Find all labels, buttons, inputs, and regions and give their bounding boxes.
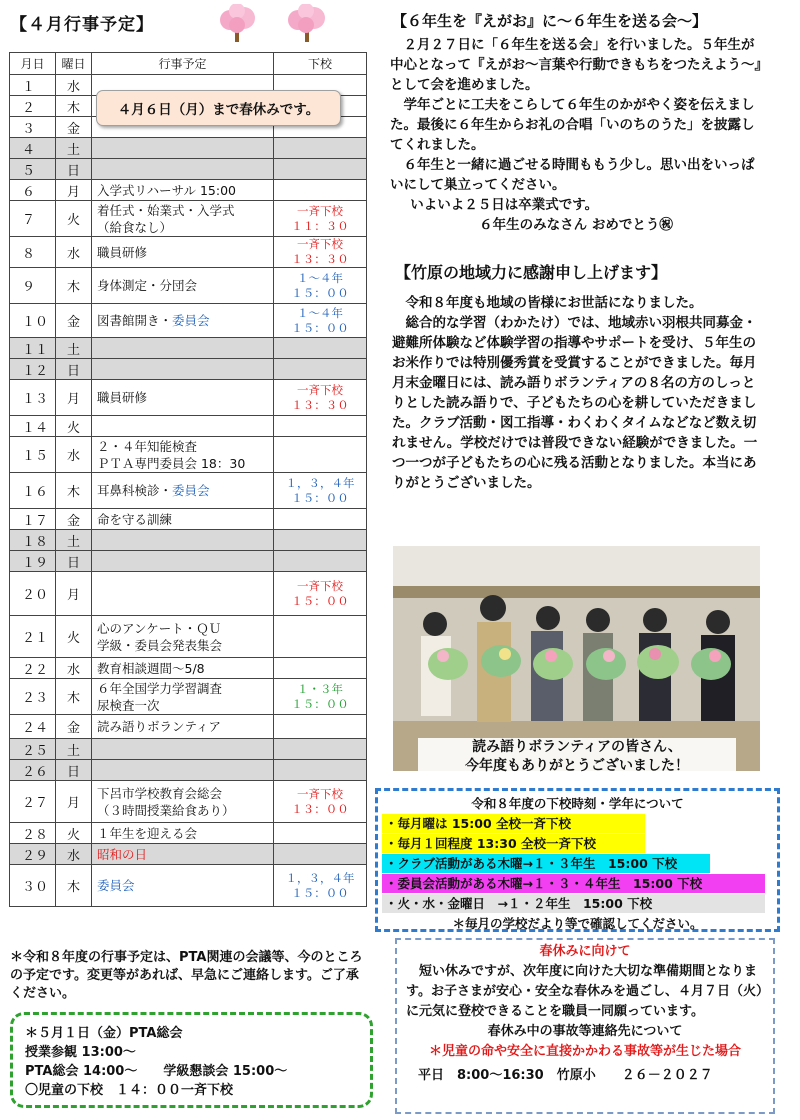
schedule-event [92,159,274,180]
schedule-event [92,437,274,473]
schedule-weekday: 水 [56,75,92,96]
dismissal-rule: ・火・水・金曜日 →１・２年生 15:00 下校 [382,894,765,913]
schedule-event [92,551,274,572]
schedule-weekday: 火 [56,416,92,437]
schedule-date: １７ [10,509,56,530]
schedule-date: ２９ [10,844,56,865]
schedule-event [92,739,274,760]
spring-break-message: 短い休みですが、次年度に向けた大切な準備期間となります。お子さまが安心・安全な春休みを過ごし、４月７日（火）に元気に登校できることを職員一同願っています。 [406,964,763,1019]
dismissal-footer: ＊毎月の学校だより等で確認してください。 [452,916,703,931]
schedule-date: ２１ [10,616,56,658]
schedule-weekday: 木 [56,679,92,715]
schedule-row [10,416,367,437]
schedule-date: ２４ [10,715,56,739]
schedule-weekday: 金 [56,715,92,739]
farewell-title: 【６年生を『えがお』に～６年生を送る会～】 [392,12,708,30]
schedule-date: １５ [10,437,56,473]
schedule-dismissal [274,359,367,380]
schedule-dismissal [274,658,367,679]
schedule-weekday: 月 [56,180,92,201]
farewell-paragraph: ２月２７日に「６年生を送る会」を行いました。５年生が中心となって『えがお～言葉や行動できもちをつたえよう～』として会を進めました。 [390,37,762,93]
schedule-date: １３ [10,380,56,416]
holiday-label: 昭和の日 [97,846,148,862]
schedule-row [10,359,367,380]
schedule-dismissal [274,509,367,530]
schedule-dismissal: 一斉下校 １３：３０ [274,237,367,268]
schedule-disclaimer: ＊令和８年度の行事予定は、PTA関連の会議等、今のところの予定です。変更等があれば、早急にご連絡します。ご了承ください。 [10,950,363,1001]
schedule-event-text: 教育相談週間～5/8 [97,660,205,676]
schedule-event [92,530,274,551]
schedule-weekday: 日 [56,760,92,781]
schedule-date: ２０ [10,572,56,616]
schedule-event [92,237,274,268]
schedule-row [10,658,367,679]
spring-break-title: 春休みに向けて [539,944,631,959]
schedule-date: １１ [10,338,56,359]
schedule-dismissal: 一斉下校 １３：３０ [274,380,367,416]
schedule-event [92,180,274,201]
schedule-dismissal: １～４年 １５：００ [274,268,367,304]
schedule-event [92,679,274,715]
schedule-weekday: 木 [56,865,92,907]
schedule-date: ２８ [10,823,56,844]
schedule-dismissal: 一斉下校 １１：３０ [274,201,367,237]
schedule-row [10,201,367,237]
schedule-weekday: 木 [56,473,92,509]
emergency-phone: 平日 8:00～16:30 竹原小 ２６－２０２７ [418,1068,713,1083]
schedule-row [10,715,367,739]
schedule-date: ３０ [10,865,56,907]
schedule-event-text: 職員研修 [97,244,148,260]
schedule-dismissal [274,760,367,781]
schedule-weekday: 水 [56,844,92,865]
schedule-event [92,760,274,781]
schedule-dismissal [274,715,367,739]
schedule-row [10,180,367,201]
schedule-weekday: 土 [56,739,92,760]
schedule-date: １０ [10,304,56,338]
schedule-event [92,616,274,658]
schedule-row [10,473,367,509]
schedule-event [92,572,274,616]
schedule-row [10,268,367,304]
emergency-warning: ＊児童の命や安全に直接かかわる事故等が生じた場合 [428,1044,741,1059]
schedule-event [92,268,274,304]
farewell-sign: ６年生のみなさん おめでとう㊗ [479,217,673,233]
schedule-row [10,739,367,760]
cherry-blossom-trees-illustration [218,4,328,44]
schedule-event-text: 着任式・始業式・入学式 （給食なし） [97,202,235,235]
schedule-weekday: 火 [56,616,92,658]
farewell-paragraph: いよいよ２５日は卒業式です。 [410,197,599,213]
schedule-event [92,781,274,823]
schedule-date: ２３ [10,679,56,715]
committee-label: 委員会 [97,878,135,893]
schedule-weekday: 月 [56,380,92,416]
schedule-event [92,865,274,907]
photo-caption-line: 今年度もありがとうございました！ [465,758,689,774]
schedule-row [10,551,367,572]
schedule-dismissal: １，３，４年 １５：００ [274,473,367,509]
dismissal-times-title: 令和８年度の下校時刻・学年について [471,796,684,811]
schedule-event [92,416,274,437]
dismissal-times-box [375,788,780,932]
schedule-weekday: 水 [56,437,92,473]
schedule-event [92,823,274,844]
schedule-row [10,865,367,907]
schedule-weekday: 日 [56,551,92,572]
schedule-date: ３ [10,117,56,138]
schedule-date: ４ [10,138,56,159]
schedule-weekday: 火 [56,201,92,237]
schedule-date: １２ [10,359,56,380]
schedule-event [92,473,274,509]
schedule-row [10,616,367,658]
pta-title: ＊５月１日（金）PTA総会 [25,1026,183,1041]
schedule-weekday: 土 [56,530,92,551]
schedule-weekday: 火 [56,823,92,844]
schedule-dismissal [274,338,367,359]
schedule-event-text: 耳鼻科検診・ [97,483,173,498]
schedule-weekday: 水 [56,237,92,268]
schedule-row [10,237,367,268]
schedule-dismissal [274,416,367,437]
schedule-weekday: 月 [56,572,92,616]
schedule-event-text: ６年全国学力学習調査 尿検査一次 [97,680,223,713]
schedule-weekday: 日 [56,159,92,180]
schedule-event-text: 身体測定・分団会 [97,278,198,293]
schedule-event-text: ２・４年知能検査 ＰＴＡ専門委員会 18：30 [97,438,246,471]
schedule-row [10,781,367,823]
schedule-event-text: 読み語りボランティア [97,719,222,734]
schedule-dismissal [274,616,367,658]
schedule-event [92,359,274,380]
header-event: 行事予定 [92,53,274,75]
community-article [392,293,762,493]
schedule-event-text: １年生を迎える会 [97,825,198,841]
schedule-event-text: 職員研修 [97,390,148,405]
schedule-row [10,138,367,159]
schedule-date: ７ [10,201,56,237]
schedule-event [92,380,274,416]
community-paragraph: 総合的な学習（わかたけ）では、地域赤い羽根共同募金・避難所体験など体験学習の指導やサポートを受け、５年生のお米作りでは特別優秀賞を受賞することができました。毎月月末金曜日には、読み語りボランティアの８名の方のしっとりとした読み語りで、子どもたちの心を耕していただきました。クラブ活動・図工指導・わくわくタイムなどなど数え切れません。学校だけでは普段できない経験ができました。一つ一つが子どもたちの心に残る活動となりました。本当にありがとうございました。 [392,315,758,491]
schedule-dismissal [274,530,367,551]
pta-dismissal: 〇児童の下校 １４：００一斉下校 [25,1083,234,1098]
schedule-date: １６ [10,473,56,509]
farewell-paragraph: 学年ごとに工夫をこらして６年生のかがやく姿を伝えました。最後に６年生からお礼の合唱「いのちのうた」を披露してくれました。 [390,97,755,153]
committee-label: 委員会 [172,483,210,498]
header-weekday: 曜日 [56,53,92,75]
schedule-row [10,844,367,865]
schedule-event-text: 図書館開き・ [97,313,173,328]
schedule-weekday: 土 [56,138,92,159]
schedule-date: １ [10,75,56,96]
schedule-event-text: 心のアンケート・ＱＵ 学級・委員会発表集会 [97,620,223,653]
schedule-dismissal: 一斉下校 １５：００ [274,572,367,616]
schedule-dismissal [274,159,367,180]
schedule-date: ２６ [10,760,56,781]
header-date: 月日 [10,53,56,75]
schedule-weekday: 木 [56,268,92,304]
schedule-row [10,380,367,416]
dismissal-rule: ・クラブ活動がある木曜→１・３年生 15:00 下校 [382,854,710,873]
schedule-dismissal: １，３，４年 １５：００ [274,865,367,907]
farewell-paragraph: ６年生と一緒に過ごせる時間ももう少し。思い出をいっぱいにして巣立ってください。 [390,157,755,193]
schedule-event-text: 下呂市学校教育会総会 （３時間授業給食あり） [97,785,235,818]
schedule-event [92,338,274,359]
schedule-date: １４ [10,416,56,437]
schedule-event [92,304,274,338]
schedule-row [10,509,367,530]
schedule-row [10,338,367,359]
community-paragraph: 令和８年度も地域の皆様にお世話になりました。 [405,295,703,311]
schedule-weekday: 水 [56,658,92,679]
schedule-row [10,437,367,473]
pta-meeting-box [10,1012,373,1108]
schedule-weekday: 土 [56,338,92,359]
schedule-row [10,679,367,715]
schedule-row [10,572,367,616]
schedule-dismissal: 一斉下校 １３：００ [274,781,367,823]
header-dismissal: 下校 [274,53,367,75]
schedule-dismissal [274,823,367,844]
schedule-dismissal [274,437,367,473]
schedule-row [10,159,367,180]
schedule-event [92,658,274,679]
schedule-date: ６ [10,180,56,201]
spring-break-box [395,938,775,1114]
schedule-weekday: 金 [56,117,92,138]
schedule-event [92,844,274,865]
committee-label: 委員会 [172,313,210,328]
schedule-event-text: 命を守る訓練 [97,511,173,527]
dismissal-rule: ・委員会活動がある木曜→１・３・４年生 15:00 下校 [382,874,765,893]
schedule-dismissal: １・３年 １５：００ [274,679,367,715]
spring-break-note: ４月６日（月）まで春休みです。 [96,90,341,126]
april-schedule-table [9,52,367,907]
schedule-event [92,509,274,530]
schedule-event [92,201,274,237]
schedule-date: ２ [10,96,56,117]
schedule-date: ５ [10,159,56,180]
community-title: 【竹原の地域力に感謝申し上げます】 [395,263,668,282]
schedule-date: ２５ [10,739,56,760]
schedule-event [92,715,274,739]
photo-caption [418,738,736,778]
farewell-article [390,35,762,235]
schedule-weekday: 木 [56,96,92,117]
schedule-dismissal [274,180,367,201]
schedule-row [10,823,367,844]
schedule-event-text: 入学式リハーサル 15:00 [97,182,236,198]
schedule-dismissal [274,739,367,760]
schedule-weekday: 金 [56,509,92,530]
schedule-date: ２７ [10,781,56,823]
schedule-dismissal [274,551,367,572]
schedule-dismissal: １～４年 １５：００ [274,304,367,338]
dismissal-rule: ・毎月曜は 15:00 全校一斉下校 [382,814,645,833]
emergency-contact-title: 春休み中の事故等連絡先について [487,1024,683,1039]
schedule-row [10,530,367,551]
schedule-date: １９ [10,551,56,572]
schedule-title: 【４月行事予定】 [10,15,154,35]
schedule-weekday: 金 [56,304,92,338]
schedule-row [10,760,367,781]
schedule-weekday: 日 [56,359,92,380]
schedule-date: ２２ [10,658,56,679]
pta-class-observation: 授業参観 13:00～ [25,1045,136,1060]
schedule-event [92,138,274,159]
schedule-dismissal [274,138,367,159]
dismissal-rule: ・毎月１回程度 13:30 全校一斉下校 [382,834,645,853]
schedule-weekday: 月 [56,781,92,823]
schedule-row [10,304,367,338]
pta-meeting-times: PTA総会 14:00～ 学級懇談会 15:00～ [25,1064,288,1079]
photo-caption-line: 読み語りボランティアの皆さん、 [472,739,682,755]
schedule-header-row [10,53,367,75]
schedule-date: １８ [10,530,56,551]
schedule-date: ９ [10,268,56,304]
schedule-dismissal [274,844,367,865]
schedule-date: ８ [10,237,56,268]
